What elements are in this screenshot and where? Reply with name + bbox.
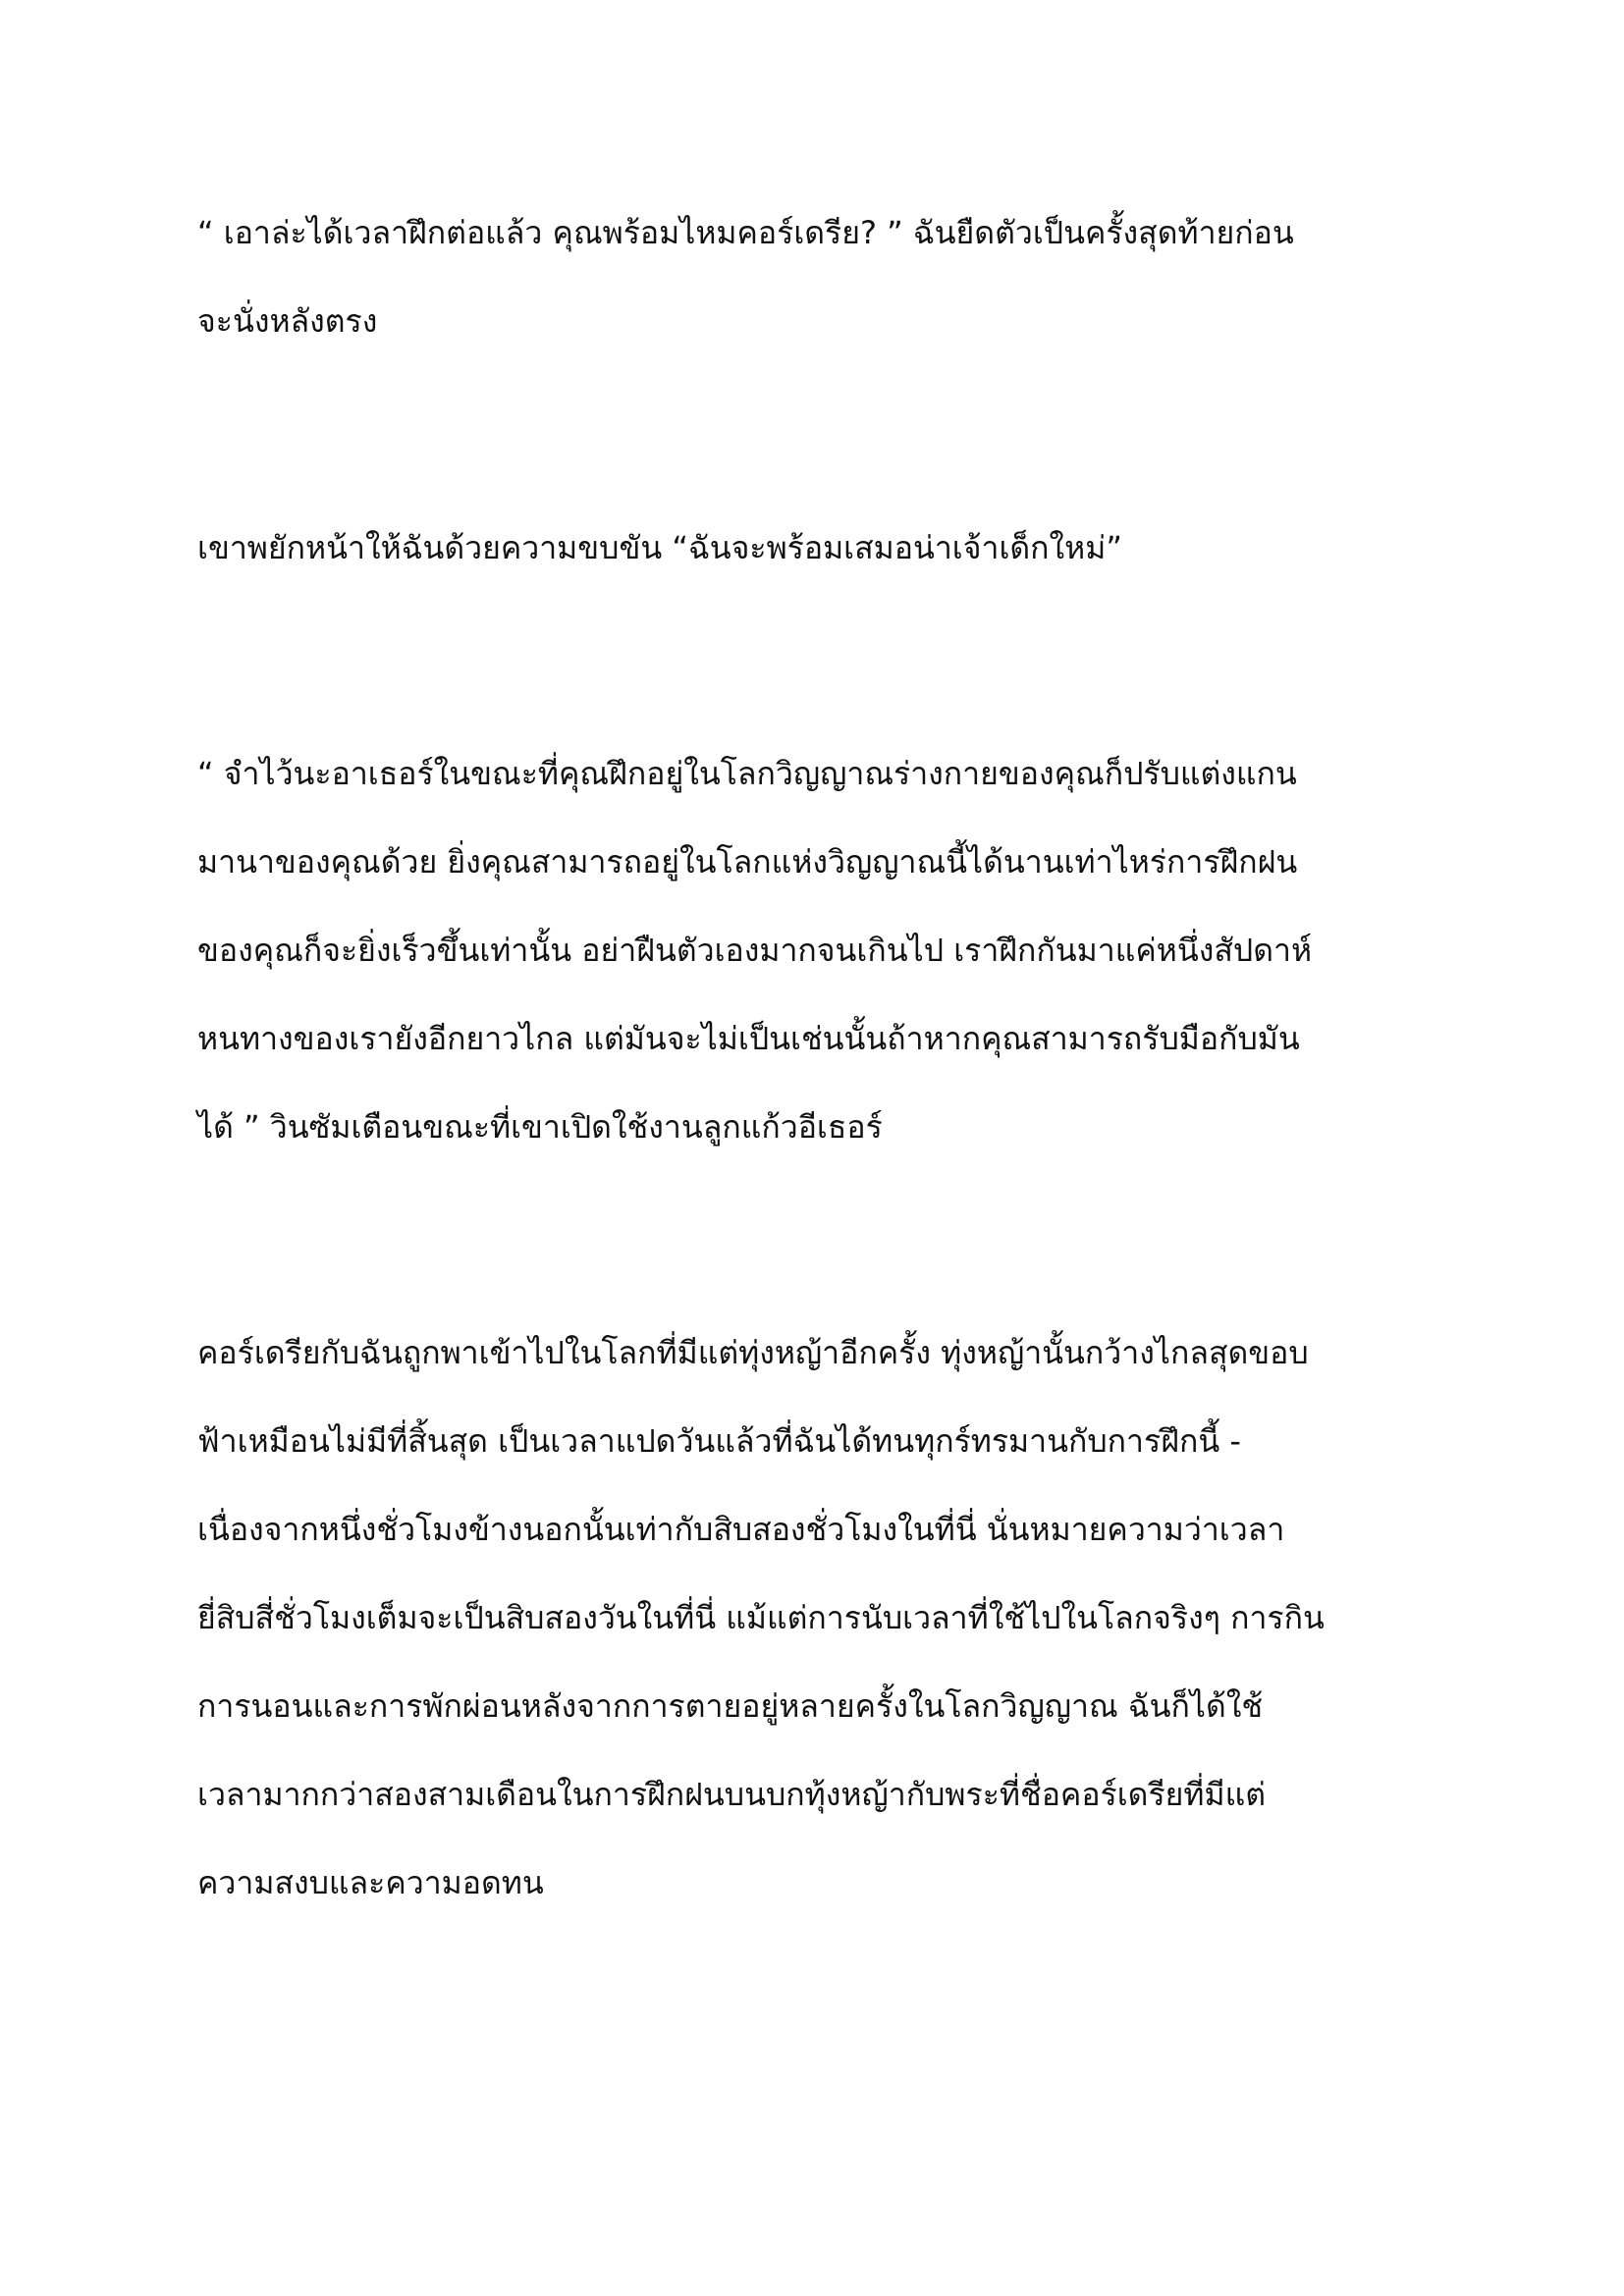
paragraph-3-line-2: มานาของคุณด้วย ยิ่งคุณสามารถอยู่ในโลกแห่งวิญญาณนี้ได้นานเท่าไหร่การฝึกฝน — [197, 843, 1298, 881]
paragraph-4-line-5: การนอนและการพักผ่อนหลังจากการตายอยู่หลายครั้งในโลกวิญญาณ ฉันก็ได้ใช้ — [197, 1687, 1264, 1725]
paragraph-3-line-3: ของคุณก็จะยิ่งเร็วขึ้นเท่านั้น อย่าฝืนตัวเองมากจนเกินไป เราฝึกกันมาแค่หนึ่งสัปดาห์ — [197, 932, 1313, 969]
paragraph-4-line-1: คอร์เดรียกับฉันถูกพาเข้าไปในโลกที่มีแต่ทุ่งหญ้าอีกครั้ง ทุ่งหญ้านั้นกว้างไกลสุดขอบ — [197, 1334, 1309, 1371]
paragraph-3-line-1: “ จำไว้นะอาเธอร์ในขณะที่คุณฝึกอยู่ในโลกวิญญาณร่างกายของคุณก็ปรับแต่งแกน — [197, 755, 1297, 792]
paragraph-4-line-3: เนื่องจากหนึ่งชั่วโมงข้างนอกนั้นเท่ากับสิบสองชั่วโมงในที่นี่ นั่นหมายความว่าเวลา — [197, 1511, 1285, 1548]
paragraph-1-line-2: จะนั่งหลังตรง — [197, 302, 378, 340]
paragraph-3-line-5: ได้ ” วินซัมเตือนขณะที่เขาเปิดใช้งานลูกแก้วอีเธอร์ — [197, 1108, 883, 1146]
paragraph-4-line-7: ความสงบและความอดทน — [197, 1864, 544, 1901]
paragraph-2-line-1: เขาพยักหน้าให้ฉันด้วยความขบขัน “ฉันจะพร้อมเสมอน่าเจ้าเด็กใหม่” — [197, 529, 1122, 566]
paragraph-4-line-4: ยี่สิบสี่ชั่วโมงเต็มจะเป็นสิบสองวันในที่นี่ แม้แต่การนับเวลาที่ใช้ไปในโลกจริงๆ การกิน — [197, 1599, 1325, 1636]
paragraph-1-line-1: “ เอาล่ะได้เวลาฝึกต่อแล้ว คุณพร้อมไหมคอร์เดรีย? ” ฉันยืดตัวเป็นครั้งสุดท้ายก่อน — [197, 214, 1294, 251]
paragraph-4-line-6: เวลามากกว่าสองสามเดือนในการฝึกฝนบนบกทุ้งหญ้ากับพระที่ชื่อคอร์เดรียที่มีแต่ — [197, 1776, 1266, 1813]
paragraph-4-line-2: ฟ้าเหมือนไม่มีที่สิ้นสุด เป็นเวลาแปดวันแล้วที่ฉันได้ทนทุกร์ทรมานกับการฝึกนี้ - — [197, 1422, 1241, 1460]
paragraph-3-line-4: หนทางของเรายังอีกยาวไกล แต่มันจะไม่เป็นเช่นนั้นถ้าหากคุณสามารถรับมือกับมัน — [197, 1020, 1300, 1057]
